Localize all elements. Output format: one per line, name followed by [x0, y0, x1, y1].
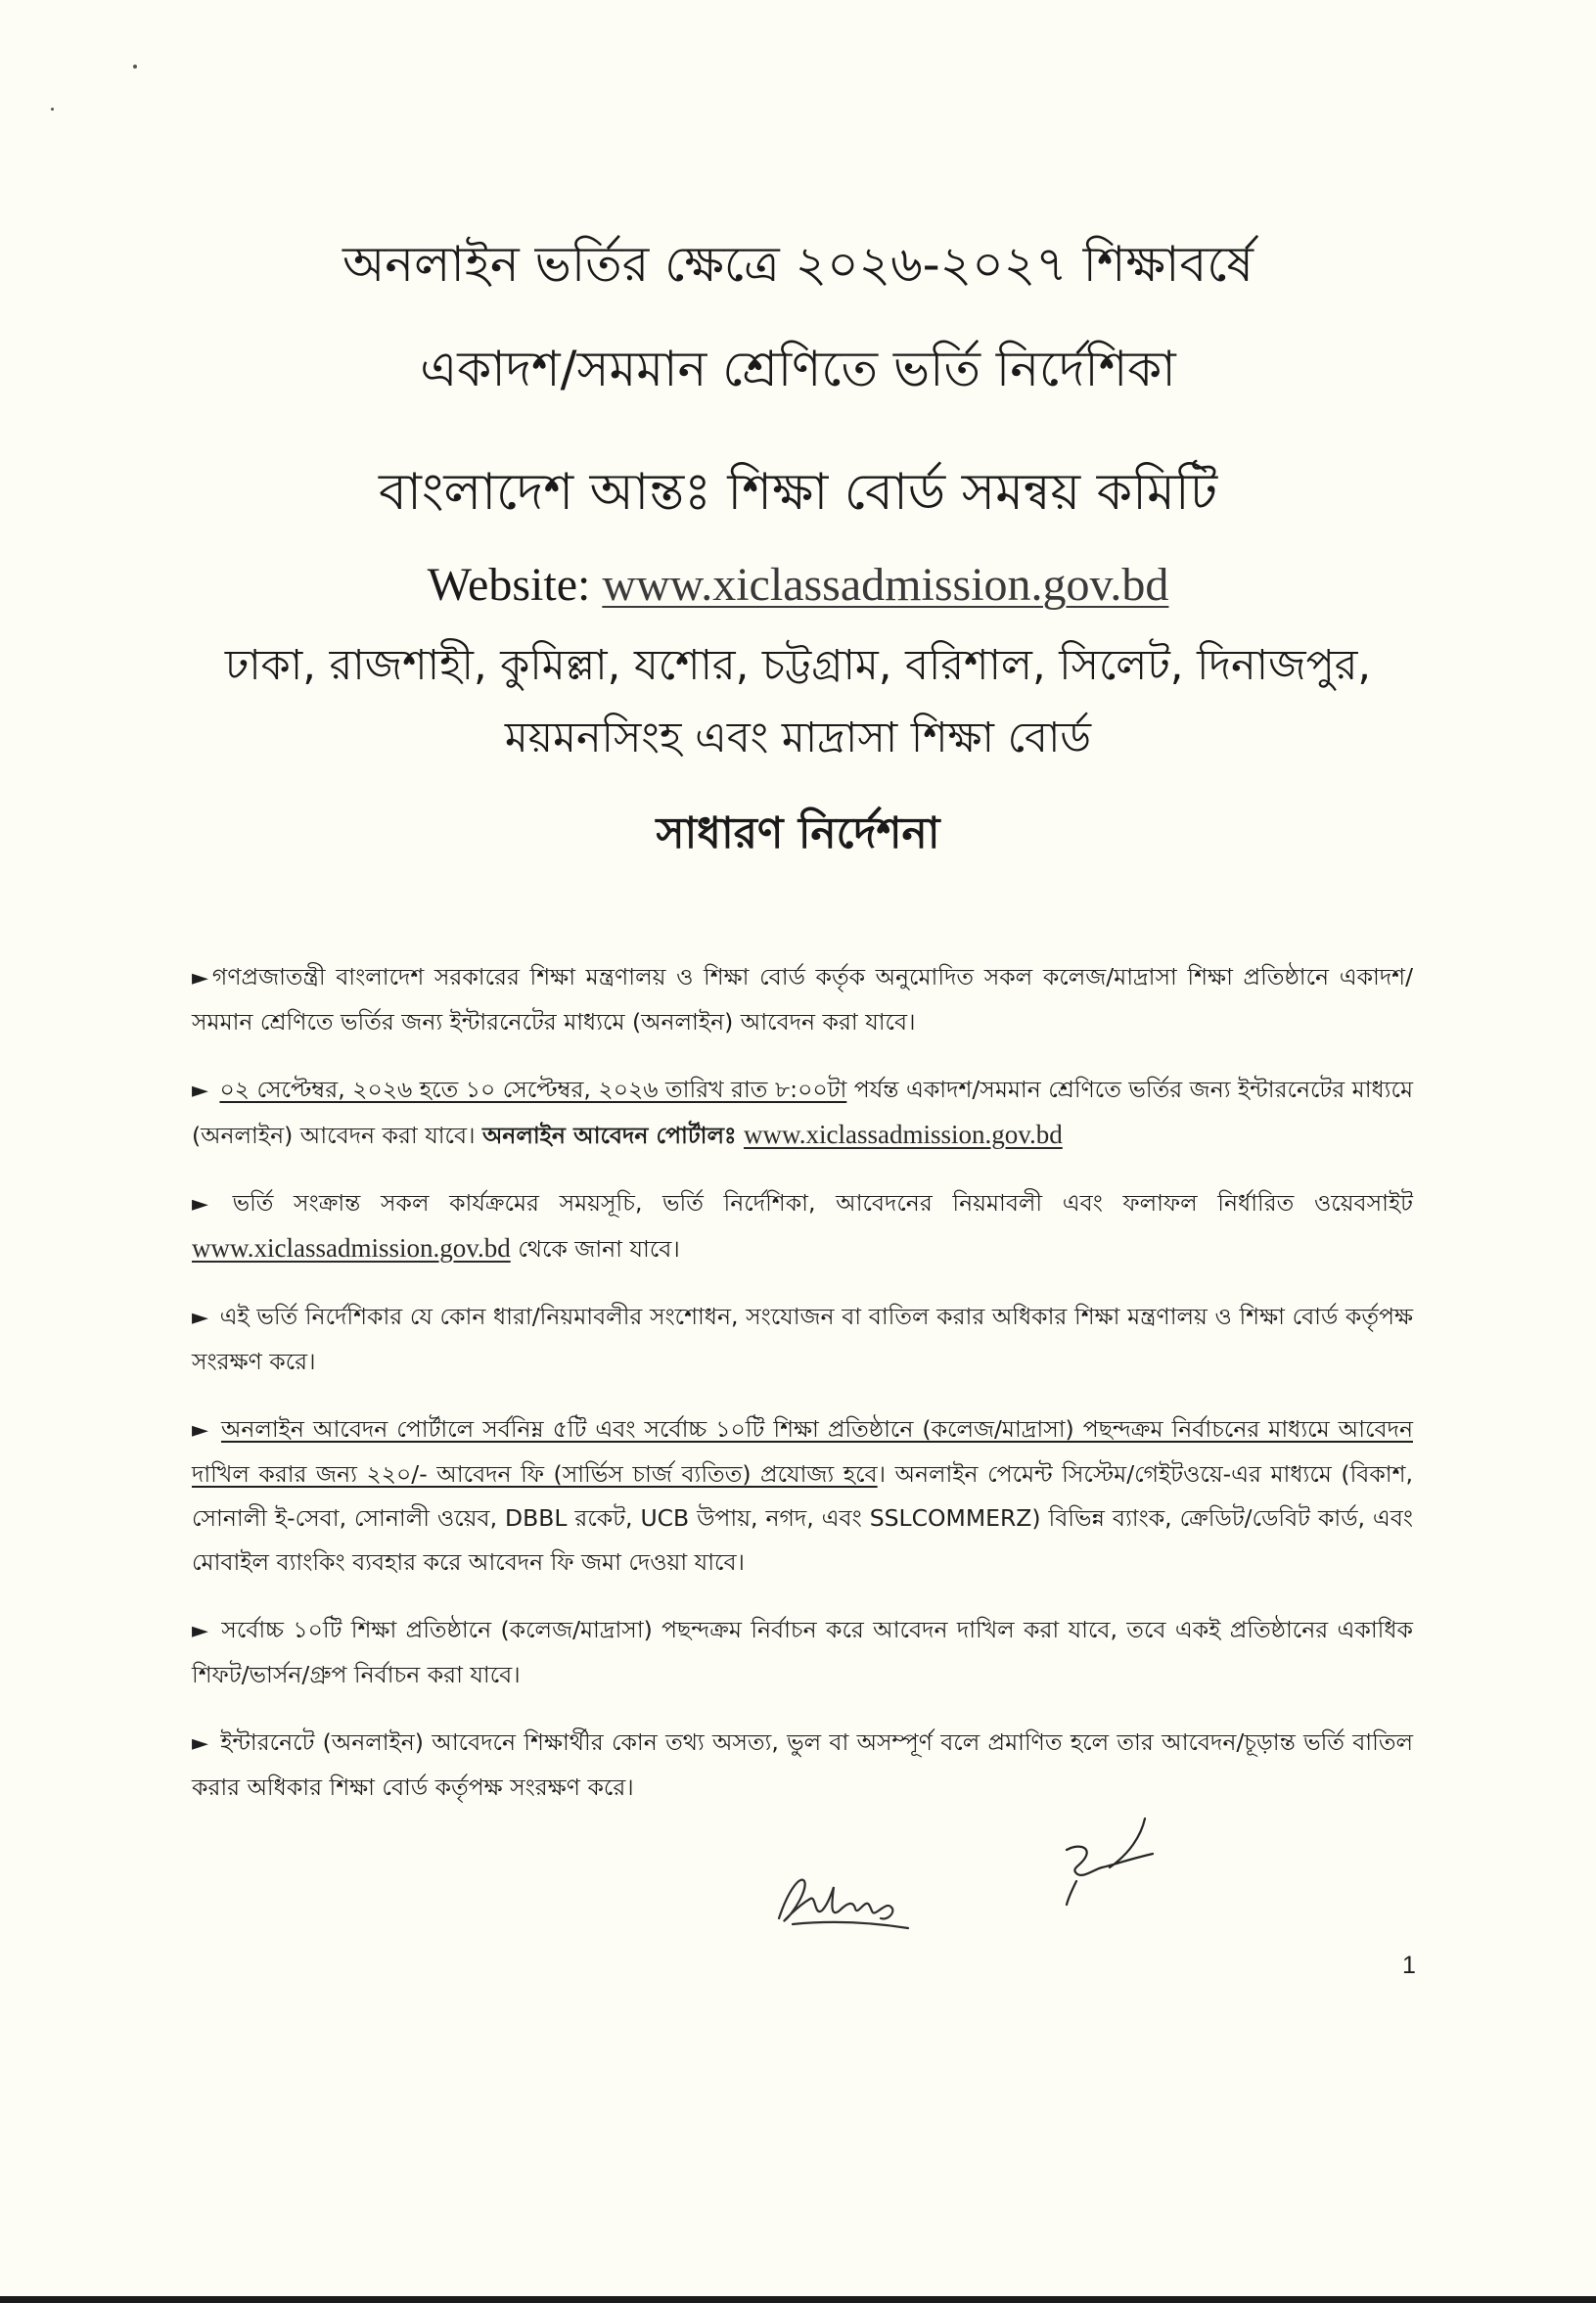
- instruction-item: [192, 1608, 1413, 1697]
- scan-bottom-edge: [0, 2296, 1596, 2303]
- instruction-text: ইন্টারনেটে (অনলাইন) আবেদনে শিক্ষার্থীর কোন তথ্য অসত্য, ভুল বা অসম্পূর্ণ বলে প্রমাণিত হলে তার আবেদন/চূড়ান্ত ভর্তি বাতিল করার অধিকার শিক্ষা বোর্ড কর্তৃপক্ষ সংরক্ষণ করে।: [192, 1728, 1413, 1801]
- instruction-text: ভর্তি সংক্রান্ত সকল কার্যক্রমের সময়সূচি, ভর্তি নির্দেশিকা, আবেদনের নিয়মাবলী এবং ফলাফল নির্ধারিত ওয়েবসাইট: [232, 1189, 1413, 1217]
- title-line-1: অনলাইন ভর্তির ক্ষেত্রে ২০২৬-২০২৭ শিক্ষাবর্ষে: [342, 236, 1254, 293]
- instruction-text: । অনলাইন পেমেন্ট সিস্টেম/গেইটওয়ে-এর মাধ্যমে (বিকাশ, সোনালী ই-সেবা, সোনালী ওয়েব, DBBL রকেট, UCB উপায়, নগদ, এবং SSLCOMMERZ) বিভিন্ন ব্যাংক, ক্রেডিট/ডেবিট কার্ড, এবং মোবাইল ব্যাংকিং ব্যবহার করে আবেদন ফি জমা দেওয়া যাবে।: [192, 1460, 1413, 1576]
- instruction-text: গণপ্রজাতন্ত্রী বাংলাদেশ সরকারের শিক্ষা মন্ত্রণালয় ও শিক্ষা বোর্ড কর্তৃক অনুমোদিত সকল কলেজ/মাদ্রাসা শিক্ষা প্রতিষ্ঠানে একাদশ/সমমান শ্রেণিতে ভর্তির জন্য ইন্টারনেটের মাধ্যমে (অনলাইন) আবেদন করা যাবে।: [192, 963, 1413, 1036]
- bullet-arrow-icon: ►: [192, 1192, 208, 1217]
- website-url-link[interactable]: www.xiclassadmission.gov.bd: [192, 1233, 511, 1263]
- application-period: ০২ সেপ্টেম্বর, ২০২৬ হতে ১০ সেপ্টেম্বর, ২০২৬ তারিখ রাত ৮:০০টা: [219, 1076, 847, 1103]
- fee-notice: অনলাইন আবেদন পোর্টালে সর্বনিম্ন ৫টি এবং সর্বোচ্চ ১০টি শিক্ষা প্রতিষ্ঠানে (কলেজ/মাদ্রাসা) পছন্দক্রম নির্বাচনের মাধ্যমে আবেদন দাখিল করার জন্য ২২০/- আবেদন ফি (সার্ভিস চার্জ ব্যতিত) প্রযোজ্য হবে: [192, 1415, 1413, 1488]
- instruction-item: [192, 1295, 1413, 1384]
- boards-line-1: ঢাকা, রাজশাহী, কুমিল্লা, যশোর, চট্টগ্রাম, বরিশাল, সিলেট, দিনাজপুর,: [224, 641, 1372, 690]
- website-line: [147, 554, 1449, 617]
- scan-speck: [133, 65, 137, 69]
- portal-url-link[interactable]: www.xiclassadmission.gov.bd: [744, 1120, 1063, 1149]
- instruction-text: সর্বোচ্চ ১০টি শিক্ষা প্রতিষ্ঠানে (কলেজ/মাদ্রাসা) পছন্দক্রম নির্বাচন করে আবেদন দাখিল করা যাবে, তবে একই প্রতিষ্ঠানের একাধিক শিফট/ভার্সন/গ্রুপ নির্বাচন করা যাবে।: [192, 1616, 1413, 1688]
- committee-title: বাংলাদেশ আন্তঃ শিক্ষা বোর্ড সমন্বয় কমিটি: [378, 463, 1218, 522]
- title-line-2: একাদশ/সমমান শ্রেণিতে ভর্তি নির্দেশিকা: [420, 341, 1176, 397]
- scan-speck: [51, 108, 54, 111]
- website-label: Website:: [427, 559, 591, 611]
- bullet-arrow-icon: ►: [192, 1731, 208, 1756]
- portal-label: অনলাইন আবেদন পোর্টালঃ: [481, 1122, 737, 1149]
- instruction-text: পর্যন্ত একাদশ/সমমান শ্রেণিতে ভর্তির জন্য ইন্টারনেটের মাধ্যমে (অনলাইন) আবেদন করা যাবে।: [192, 1076, 1413, 1149]
- bullet-arrow-icon: ►: [192, 1418, 208, 1443]
- bullet-arrow-icon: ►: [192, 1306, 208, 1330]
- bullet-arrow-icon: ►: [192, 1619, 208, 1643]
- left-signature: [763, 1860, 920, 1938]
- bullet-arrow-icon: ►: [192, 1079, 208, 1103]
- instruction-item: [192, 1068, 1413, 1158]
- instruction-item: [192, 1181, 1413, 1271]
- instruction-text: থেকে জানা যাবে।: [510, 1235, 680, 1263]
- instruction-item: [192, 955, 1413, 1044]
- instruction-text: এই ভর্তি নির্দেশিকার যে কোন ধারা/নিয়মাবলীর সংশোধন, সংযোজন বা বাতিল করার অধিকার শিক্ষা মন্ত্রণালয় ও শিক্ষা বোর্ড কর্তৃপক্ষ সংরক্ষণ করে।: [192, 1303, 1413, 1375]
- boards-line-2: ময়মনসিংহ এবং মাদ্রাসা শিক্ষা বোর্ড: [504, 714, 1092, 762]
- instructions-list: [192, 955, 1413, 1833]
- page-number: 1: [1402, 1952, 1416, 1979]
- instruction-item: [192, 1721, 1413, 1810]
- website-url-link[interactable]: www.xiclassadmission.gov.bd: [602, 559, 1169, 611]
- instruction-item: [192, 1407, 1413, 1585]
- bullet-arrow-icon: ►: [192, 966, 208, 990]
- right-signature: [1047, 1811, 1164, 1918]
- section-heading: সাধারণ নির্দেশনা: [656, 808, 940, 858]
